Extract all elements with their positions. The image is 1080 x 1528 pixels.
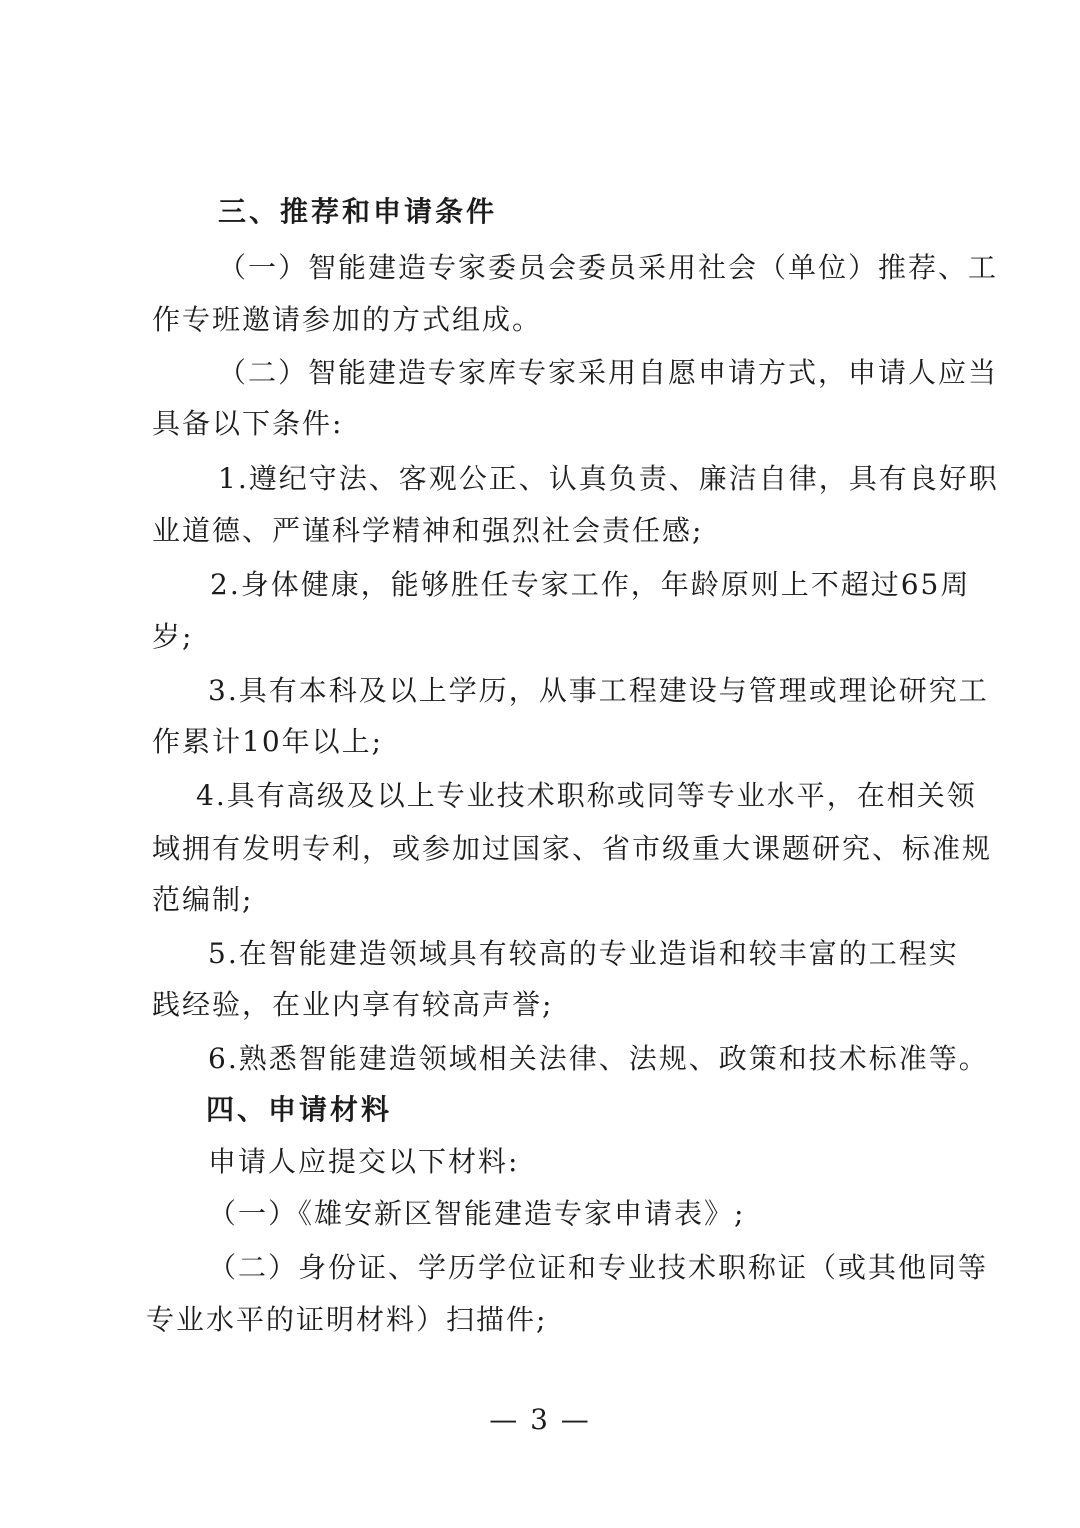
section-heading-conditions: 三、推荐和申请条件 [218, 195, 498, 228]
paragraph-line: 2.身体健康，能够胜任专家工作，年龄原则上不超过65周 [210, 568, 971, 601]
paragraph-line: 申请人应提交以下材料: [208, 1145, 520, 1178]
paragraph-line: 作专班邀请参加的方式组成。 [152, 303, 543, 336]
paragraph-line: 1.遵纪守法、客观公正、认真负责、廉洁自律，具有良好职 [218, 462, 999, 495]
paragraph-line: 岁; [152, 620, 194, 653]
paragraph-line: 6.熟悉智能建造领域相关法律、法规、政策和技术标准等。 [208, 1042, 989, 1075]
paragraph-line: 践经验，在业内享有较高声誉; [152, 988, 554, 1021]
paragraph-line: 域拥有发明专利，或参加过国家、省市级重大课题研究、标准规 [152, 832, 993, 865]
page-number: — 3 — [489, 1403, 591, 1436]
paragraph-line: （二）智能建造专家库专家采用自愿申请方式，申请人应当 [218, 356, 999, 389]
paragraph-line: （二）身份证、学历学位证和专业技术职称证（或其他同等 [208, 1251, 989, 1284]
paragraph-line: （一）《雄安新区智能建造专家申请表》; [208, 1197, 746, 1230]
paragraph-line: （一）智能建造专家委员会委员采用社会（单位）推荐、工 [218, 251, 999, 284]
paragraph-line: 4.具有高级及以上专业技术职称或同等专业水平，在相关领 [196, 779, 977, 812]
paragraph-line: 范编制; [152, 883, 254, 916]
paragraph-line: 具备以下条件: [152, 407, 344, 440]
section-heading-materials: 四、申请材料 [206, 1093, 393, 1126]
paragraph-line: 专业水平的证明材料）扫描件; [146, 1303, 548, 1336]
paragraph-line: 业道德、严谨科学精神和强烈社会责任感; [152, 514, 704, 547]
paragraph-line: 3.具有本科及以上学历，从事工程建设与管理或理论研究工 [208, 674, 989, 707]
paragraph-line: 5.在智能建造领域具有较高的专业造诣和较丰富的工程实 [208, 937, 959, 970]
paragraph-line: 作累计10年以上; [152, 725, 384, 758]
